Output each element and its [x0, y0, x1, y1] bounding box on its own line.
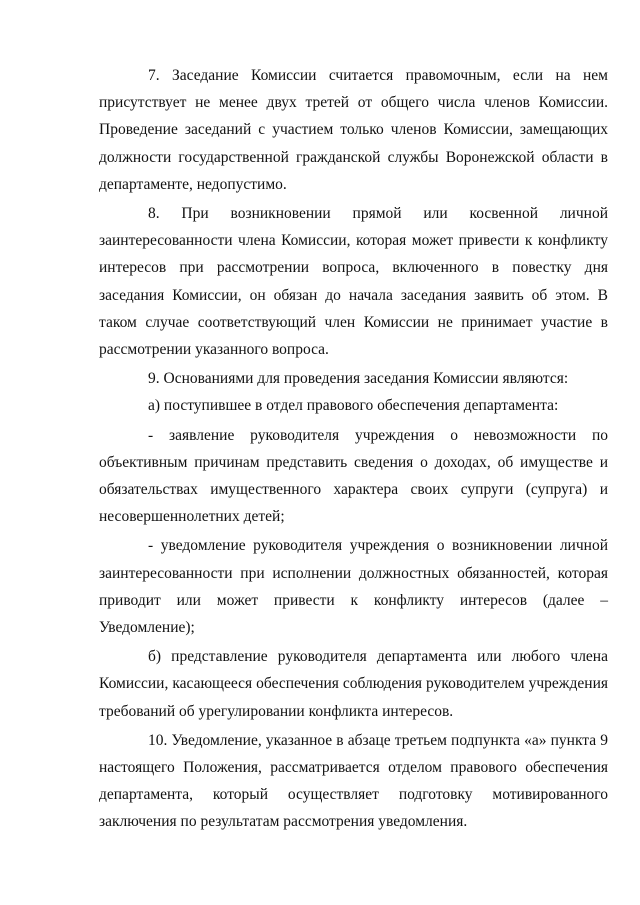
paragraph-9: 9. Основаниями для проведения заседания Комиссии являются: — [148, 370, 569, 388]
paragraph-9-a-item-1: - заявление руководителя учреждения о невозможности по объективным причинам представить сведения о доходах, об имуществе и обязательствах имущественного характера своих супруги (супруга) и несовершеннолетних детей; — [99, 426, 608, 526]
paragraph-10: 10. Уведомление, указанное в абзаце третьем подпункта «а» пункта 9 настоящего Положения, рассматривается отделом правового обеспечения департамента, который осуществляет подготовку мотивированного заключения по результатам рассмотрения уведомления. — [99, 731, 608, 831]
paragraph-8: 8. При возникновении прямой или косвенной личной заинтересованности члена Комиссии, которая может привести к конфликту интересов при рассмотрении вопроса, включенного в повестку дня заседания Комиссии, он обязан до начала заседания заявить об этом. В таком случае соответствующий член Комиссии не принимает участие в рассмотрении указанного вопроса. — [99, 205, 608, 359]
paragraph-7: 7. Заседание Комиссии считается правомочным, если на нем присутствует не менее двух третей от общего числа членов Комиссии. Проведение заседаний с участием только членов Комиссии, замещающих должности государственной гражданской службы Воронежской области в департаменте, недопустимо. — [99, 67, 608, 193]
paragraph-9-b: б) представление руководителя департамента или любого члена Комиссии, касающееся обеспечения соблюдения руководителем учреждения требований об урегулировании конфликта интересов. — [99, 648, 608, 720]
document-body — [99, 62, 608, 836]
paragraph-9-a: а) поступившее в отдел правового обеспечения департамента: — [148, 397, 559, 415]
paragraph-9-a-item-2: - уведомление руководителя учреждения о возникновении личной заинтересованности при исполнении должностных обязанностей, которая приводит или может привести к конфликту интересов (далее – Уведомление); — [99, 537, 608, 637]
